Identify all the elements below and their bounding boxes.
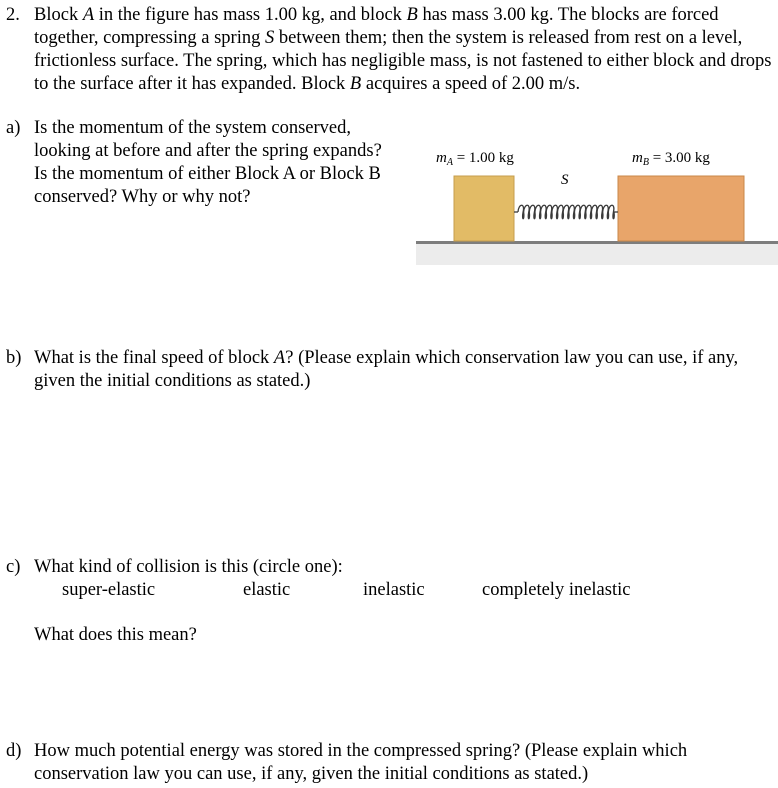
option-inelastic[interactable]: inelastic xyxy=(363,580,425,600)
part-c-label: c) xyxy=(6,557,21,577)
spring-coil xyxy=(514,205,618,219)
part-b-question: What is the final speed of block A? (Please explain which conservation law you can use, if any, given the initial conditions as stated.) xyxy=(34,348,739,391)
blocks-spring-figure xyxy=(410,140,778,265)
problem-intro: Block A in the figure has mass 1.00 kg, and block B has mass 3.00 kg. The blocks are forced together, compressing a spring S between them; then the system is released from rest on a level, frictionless surface. The spring, which has negligible mass, is not fastened to either block and drops to the surface after it has expanded. Block B acquires a speed of 2.00 m/s. xyxy=(34,5,772,94)
mass-b-label: $m_B = 3.00$ kg xyxy=(632,150,710,168)
block-a xyxy=(454,176,514,241)
ground-shadow xyxy=(416,244,778,265)
option-super-elastic[interactable]: super-elastic xyxy=(62,580,156,600)
spring-label: S xyxy=(561,172,569,188)
mass-a-label: $m_A = 1.00$ kg xyxy=(436,150,514,168)
part-a-question: Is the momentum of the system conserved, looking at before and after the spring expands? Is the momentum of either Block A or Block B conserved? Why or why not? xyxy=(34,118,382,207)
option-elastic[interactable]: elastic xyxy=(243,580,291,600)
part-d-question: How much potential energy was stored in the compressed spring? (Please explain which conservation law you can use, if any, given the initial conditions as stated.) xyxy=(34,741,688,784)
part-a-label: a) xyxy=(6,118,21,138)
option-completely-inelastic[interactable]: completely inelastic xyxy=(482,580,631,600)
block-b xyxy=(618,176,744,241)
part-c-followup: What does this mean? xyxy=(34,625,197,645)
part-b-label: b) xyxy=(6,348,22,368)
part-c-question: What kind of collision is this (circle one): xyxy=(34,557,343,577)
part-d-label: d) xyxy=(6,741,22,761)
problem-number: 2. xyxy=(6,5,20,25)
